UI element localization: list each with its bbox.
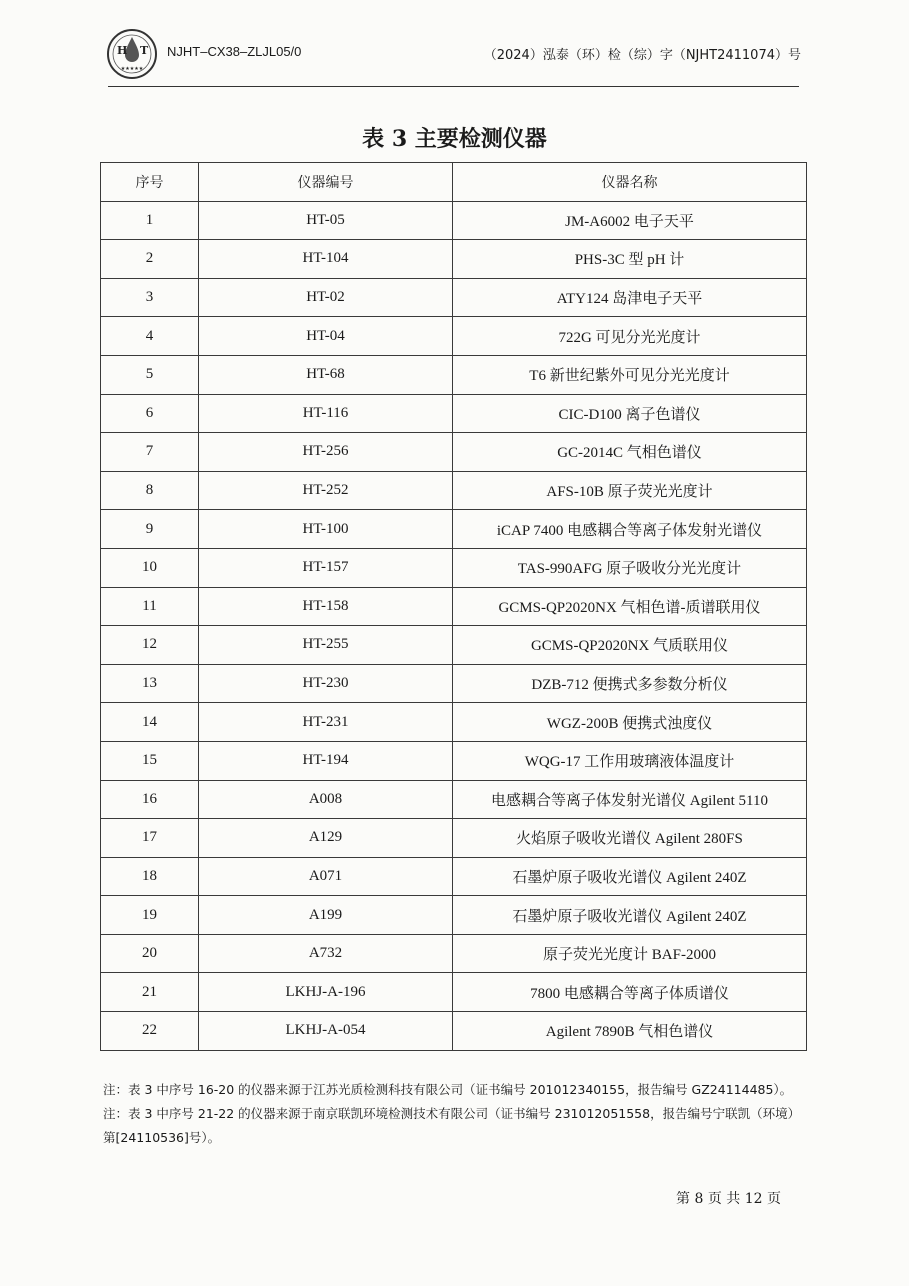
serial-cell: 4 (101, 317, 199, 356)
instrument-name-cell: 722G 可见分光光度计 (453, 317, 807, 356)
header-serial: 序号 (101, 163, 199, 202)
serial-cell: 3 (101, 278, 199, 317)
instrument-id-cell: A129 (199, 819, 453, 858)
table-row (101, 1012, 807, 1051)
instrument-id-cell: HT-255 (199, 626, 453, 665)
table-row (101, 548, 807, 587)
table-row (101, 741, 807, 780)
instrument-name-cell: 原子荧光光度计 BAF-2000 (453, 934, 807, 973)
table-row (101, 664, 807, 703)
instrument-id-cell: HT-104 (199, 240, 453, 279)
instrument-name-cell: GCMS-QP2020NX 气质联用仪 (453, 626, 807, 665)
table-row (101, 240, 807, 279)
serial-cell: 15 (101, 741, 199, 780)
table-row (101, 703, 807, 742)
instrument-id-cell: HT-230 (199, 664, 453, 703)
instrument-id-cell: HT-252 (199, 471, 453, 510)
table-row (101, 394, 807, 433)
serial-cell: 22 (101, 1012, 199, 1051)
instrument-name-cell: 石墨炉原子吸收光谱仪 Agilent 240Z (453, 896, 807, 935)
serial-cell: 18 (101, 857, 199, 896)
instrument-id-cell: HT-68 (199, 355, 453, 394)
page-number: 第 8 页 共 12 页 (676, 1191, 781, 1207)
serial-cell: 5 (101, 355, 199, 394)
serial-cell: 7 (101, 433, 199, 472)
instrument-name-cell: CIC-D100 离子色谱仪 (453, 394, 807, 433)
table-row (101, 355, 807, 394)
instrument-id-cell: HT-05 (199, 201, 453, 240)
instrument-id-cell: HT-231 (199, 703, 453, 742)
table-row (101, 510, 807, 549)
instrument-table (100, 162, 807, 1051)
serial-cell: 14 (101, 703, 199, 742)
note-line: 注：表 3 中序号 21-22 的仪器来源于南京联凯环境检测技术有限公司（证书编号 231012051558，报告编号宁联凯（环境）第[24110536]号）。 (103, 1106, 801, 1145)
instrument-name-cell: GC-2014C 气相色谱仪 (453, 433, 807, 472)
header-divider (108, 86, 799, 87)
instrument-name-cell: 石墨炉原子吸收光谱仪 Agilent 240Z (453, 857, 807, 896)
note-line: 注：表 3 中序号 16-20 的仪器来源于江苏光质检测科技有限公司（证书编号 201012340155，报告编号 GZ24114485）。 (103, 1082, 793, 1097)
instrument-id-cell: HT-158 (199, 587, 453, 626)
table-row (101, 587, 807, 626)
instrument-id-cell: LKHJ-A-196 (199, 973, 453, 1012)
serial-cell: 17 (101, 819, 199, 858)
instrument-id-cell: HT-100 (199, 510, 453, 549)
table-row (101, 433, 807, 472)
instrument-id-cell: A008 (199, 780, 453, 819)
instrument-id-cell: HT-04 (199, 317, 453, 356)
instrument-name-cell: PHS-3C 型 pH 计 (453, 240, 807, 279)
serial-cell: 2 (101, 240, 199, 279)
instrument-name-cell: TAS-990AFG 原子吸收分光光度计 (453, 548, 807, 587)
svg-text:H: H (117, 44, 128, 57)
serial-cell: 1 (101, 201, 199, 240)
instrument-name-cell: 7800 电感耦合等离子体质谱仪 (453, 973, 807, 1012)
table-row (101, 317, 807, 356)
table-row (101, 278, 807, 317)
serial-cell: 10 (101, 548, 199, 587)
table-row (101, 973, 807, 1012)
notes (103, 1078, 803, 1150)
instrument-id-cell: HT-194 (199, 741, 453, 780)
instrument-id-cell: HT-116 (199, 394, 453, 433)
instrument-id-cell: HT-256 (199, 433, 453, 472)
header-instrument-id: 仪器编号 (199, 163, 453, 202)
svg-text:★★★★★: ★★★★★ (120, 66, 144, 72)
serial-cell: 21 (101, 973, 199, 1012)
serial-cell: 13 (101, 664, 199, 703)
table-header-row (101, 163, 807, 202)
instrument-id-cell: LKHJ-A-054 (199, 1012, 453, 1051)
instrument-name-cell: DZB-712 便携式多参数分析仪 (453, 664, 807, 703)
table-row (101, 857, 807, 896)
instrument-id-cell: A071 (199, 857, 453, 896)
serial-cell: 12 (101, 626, 199, 665)
instrument-name-cell: 火焰原子吸收光谱仪 Agilent 280FS (453, 819, 807, 858)
table-row (101, 819, 807, 858)
table-row (101, 934, 807, 973)
report-number: （2024）泓泰（环）检（综）字（NJHT2411074）号 (483, 48, 801, 63)
serial-cell: 6 (101, 394, 199, 433)
instrument-name-cell: WGZ-200B 便携式浊度仪 (453, 703, 807, 742)
table-row (101, 780, 807, 819)
instrument-id-cell: HT-02 (199, 278, 453, 317)
serial-cell: 11 (101, 587, 199, 626)
instrument-name-cell: ATY124 岛津电子天平 (453, 278, 807, 317)
instrument-name-cell: WQG-17 工作用玻璃液体温度计 (453, 741, 807, 780)
instrument-name-cell: iCAP 7400 电感耦合等离子体发射光谱仪 (453, 510, 807, 549)
table-row (101, 626, 807, 665)
serial-cell: 16 (101, 780, 199, 819)
table-row (101, 471, 807, 510)
instrument-name-cell: GCMS-QP2020NX 气相色谱-质谱联用仪 (453, 587, 807, 626)
instrument-name-cell: 电感耦合等离子体发射光谱仪 Agilent 5110 (453, 780, 807, 819)
instrument-name-cell: T6 新世纪紫外可见分光光度计 (453, 355, 807, 394)
instrument-id-cell: HT-157 (199, 548, 453, 587)
company-logo (106, 28, 158, 80)
serial-cell: 8 (101, 471, 199, 510)
instrument-name-cell: Agilent 7890B 气相色谱仪 (453, 1012, 807, 1051)
table-row (101, 201, 807, 240)
serial-cell: 9 (101, 510, 199, 549)
header-instrument-name: 仪器名称 (453, 163, 807, 202)
instrument-id-cell: A732 (199, 934, 453, 973)
svg-text:T: T (140, 44, 149, 57)
table-row (101, 896, 807, 935)
instrument-id-cell: A199 (199, 896, 453, 935)
instrument-name-cell: JM-A6002 电子天平 (453, 201, 807, 240)
document-code: NJHT–CX38–ZLJL05/0 (167, 44, 302, 59)
table-title: 表 3 主要检测仪器 (362, 126, 547, 152)
serial-cell: 19 (101, 896, 199, 935)
instrument-name-cell: AFS-10B 原子荧光光度计 (453, 471, 807, 510)
serial-cell: 20 (101, 934, 199, 973)
